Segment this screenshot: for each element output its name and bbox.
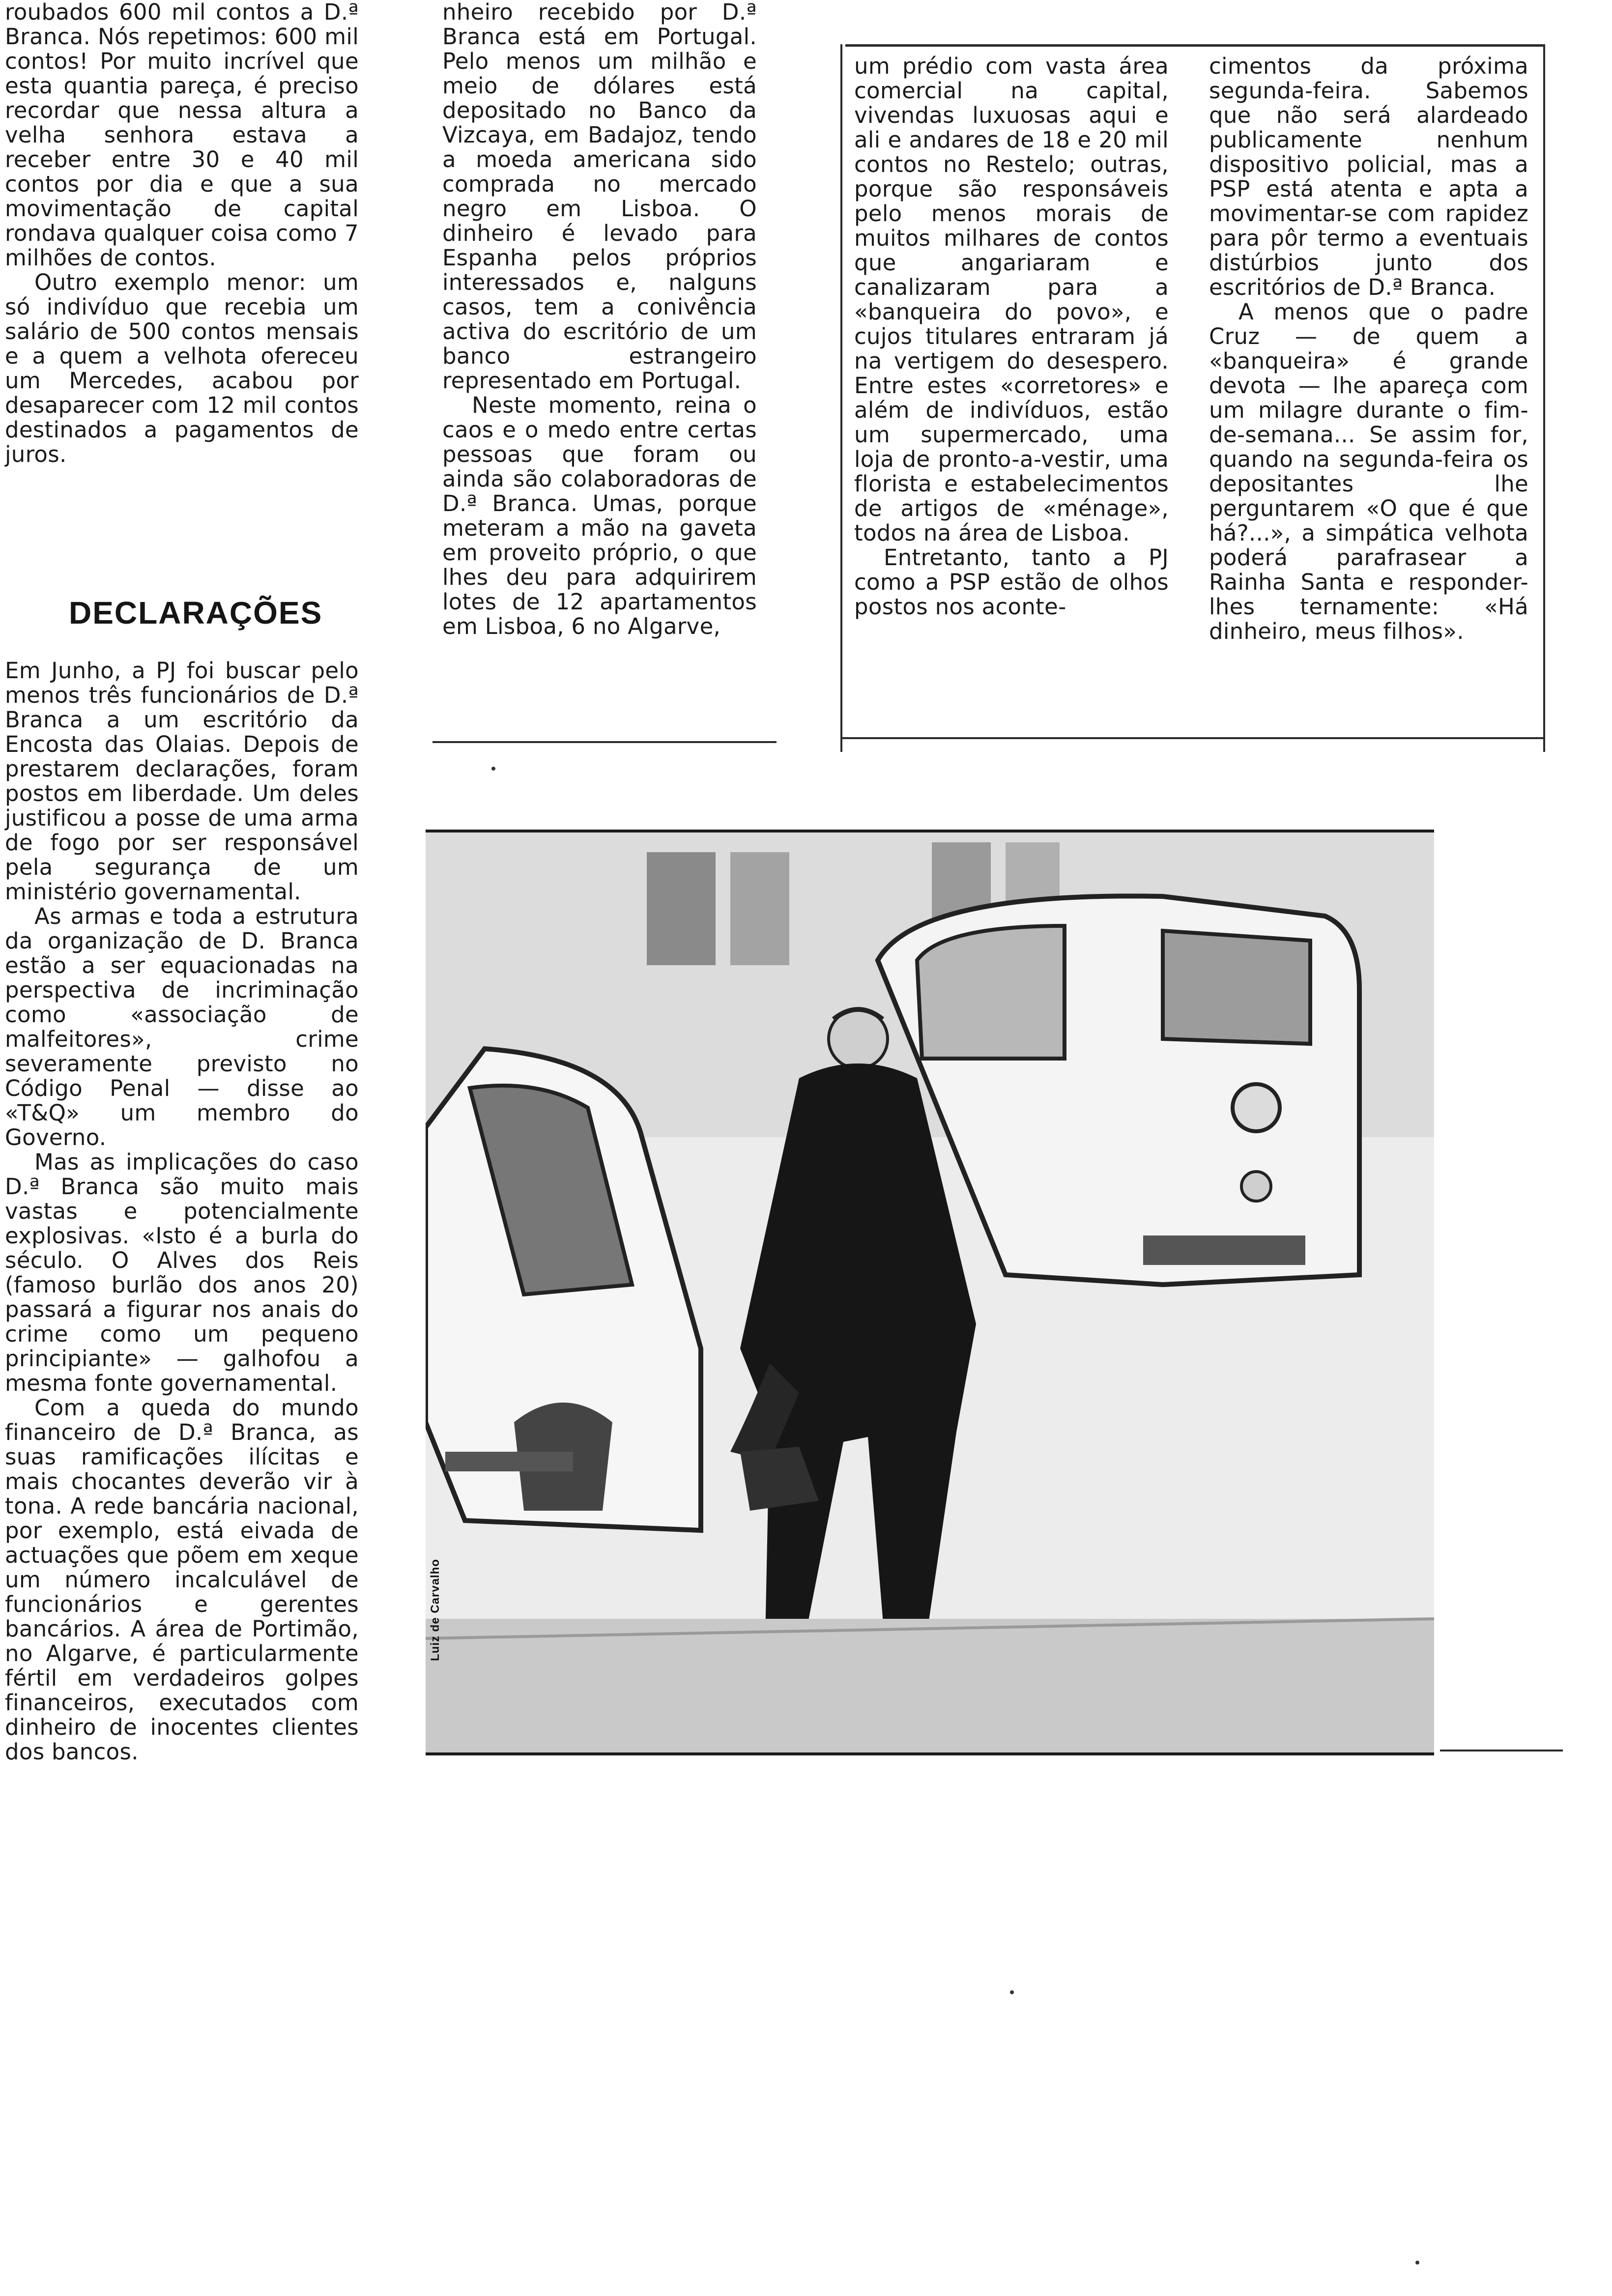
- photo-rule: [1440, 1750, 1563, 1751]
- paragraph: Neste momento, reina o caos e o medo entre certas pessoas que foram ou ainda são colaboradoras de D.ª Branca. Umas, porque meteram a mão na gaveta em proveito próprio, o que lhes deu para adquirirem lotes de 12 apartamentos em Lisboa, 6 no Algarve,: [442, 392, 757, 639]
- column-2: [442, 0, 757, 639]
- column-4: [1209, 54, 1528, 644]
- column-rule: [840, 44, 842, 752]
- print-speck: [1415, 2261, 1419, 2265]
- paragraph: nheiro recebido por D.ª Branca está em Portugal. Pelo menos um milhão e meio de dólares está depositado no Banco da Vizcaya, em Badajoz, tendo a moeda americana sido comprada no mercado negro em Lisboa. O dinheiro é levado para Espanha pelos próprios interessados e, nalguns casos, tem a conivência activa do escritório de um banco estrangeiro representado em Portugal.: [442, 0, 757, 394]
- paragraph: Outro exemplo menor: um só indivíduo que recebia um salário de 500 contos mensais e a quem a velhota ofereceu um Mercedes, acabou por desaparecer com 12 mil contos destinados a pagamentos de juros.: [5, 269, 359, 467]
- bottom-rule: [432, 741, 777, 743]
- print-speck: [1010, 1990, 1014, 1994]
- news-photo: [426, 830, 1434, 1755]
- paragraph: A menos que o padre Cruz — de quem a «banqueira» é grande devota — lhe apareça com um milagre durante o fim-de-semana... Se assim for, quando na segunda-feira os depositantes lhe perguntarem «O que é que há?...», a simpática velhota poderá parafrasear a Rainha Santa e responder-lhes ternamente: «Há dinheiro, meus filhos».: [1209, 299, 1528, 644]
- column-rule: [1543, 44, 1545, 752]
- paragraph: As armas e toda a estrutura da organização de D. Branca estão a ser equacionadas na perspectiva de incriminação como «associação de malfeitores», crime severamente previsto no Código Penal — disse ao «T&Q» um membro do Governo.: [5, 903, 359, 1150]
- section-heading: DECLARAÇÕES: [69, 595, 323, 631]
- paragraph: Em Junho, a PJ foi buscar pelo menos três funcionários de D.ª Branca a um escritório da Encosta das Olaias. Depois de prestarem declarações, foram postos em liberdade. Um deles justificou a posse de uma arma de fogo por ser responsável pela segurança de um ministério governamental.: [5, 658, 359, 905]
- paragraph: cimentos da próxima segunda-feira. Sabemos que não será alardeado publicamente nenhum dispositivo policial, mas a PSP está atenta e apta a movimentar-se com rapidez para pôr termo a eventuais distúrbios junto dos escritórios de D.ª Branca.: [1209, 53, 1528, 300]
- column-3: [854, 54, 1169, 619]
- paragraph: Entretanto, tanto a PJ como a PSP estão de olhos postos nos aconte-: [854, 545, 1169, 620]
- photo-credit: Luiz de Carvalho: [429, 1558, 442, 1661]
- top-rule: [845, 44, 1543, 47]
- bottom-rule: [841, 737, 1544, 739]
- column-1-top: [5, 0, 359, 467]
- paragraph: Com a queda do mundo financeiro de D.ª Branca, as suas ramificações ilícitas e mais chocantes deverão vir à tona. A rede bancária nacional, por exemplo, está eivada de actuações que põem em xeque um número incalculável de funcionários e gerentes bancários. A área de Portimão, no Algarve, é particularmente fértil em verdadeiros golpes financeiros, executados com dinheiro de inocentes clientes dos bancos.: [5, 1395, 359, 1765]
- paragraph: Mas as implicações do caso D.ª Branca são muito mais vastas e potencialmente explosivas. «Isto é a burla do século. O Alves dos Reis (famoso burlão dos anos 20) passará a figurar nos anais do crime como um pequeno principiante» — galhofou a mesma fonte governamental.: [5, 1149, 359, 1396]
- paragraph: roubados 600 mil contos a D.ª Branca. Nós repetimos: 600 mil contos! Por muito incrível que esta quantia pareça, é preciso recordar que nessa altura a velha senhora estava a receber entre 30 e 40 mil contos por dia e que a sua movimentação de capital rondava qualquer coisa como 7 milhões de contos.: [5, 0, 359, 271]
- column-1-bottom: [5, 659, 359, 1764]
- print-speck: [491, 767, 495, 771]
- paragraph: um prédio com vasta área comercial na capital, vivendas luxuosas aqui e ali e andares de 18 e 20 mil contos no Restelo; outras, porque são responsáveis pelo menos morais de muitos milhares de contos que angariaram e canalizaram para a «banqueira do povo», e cujos titulares entraram já na vertigem do desespero. Entre estes «corretores» e além de indivíduos, estão um supermercado, uma loja de pronto-a-vestir, uma florista e estabelecimentos de artigos de «ménage», todos na área de Lisboa.: [854, 53, 1169, 546]
- photo-illustration: [426, 832, 1434, 1752]
